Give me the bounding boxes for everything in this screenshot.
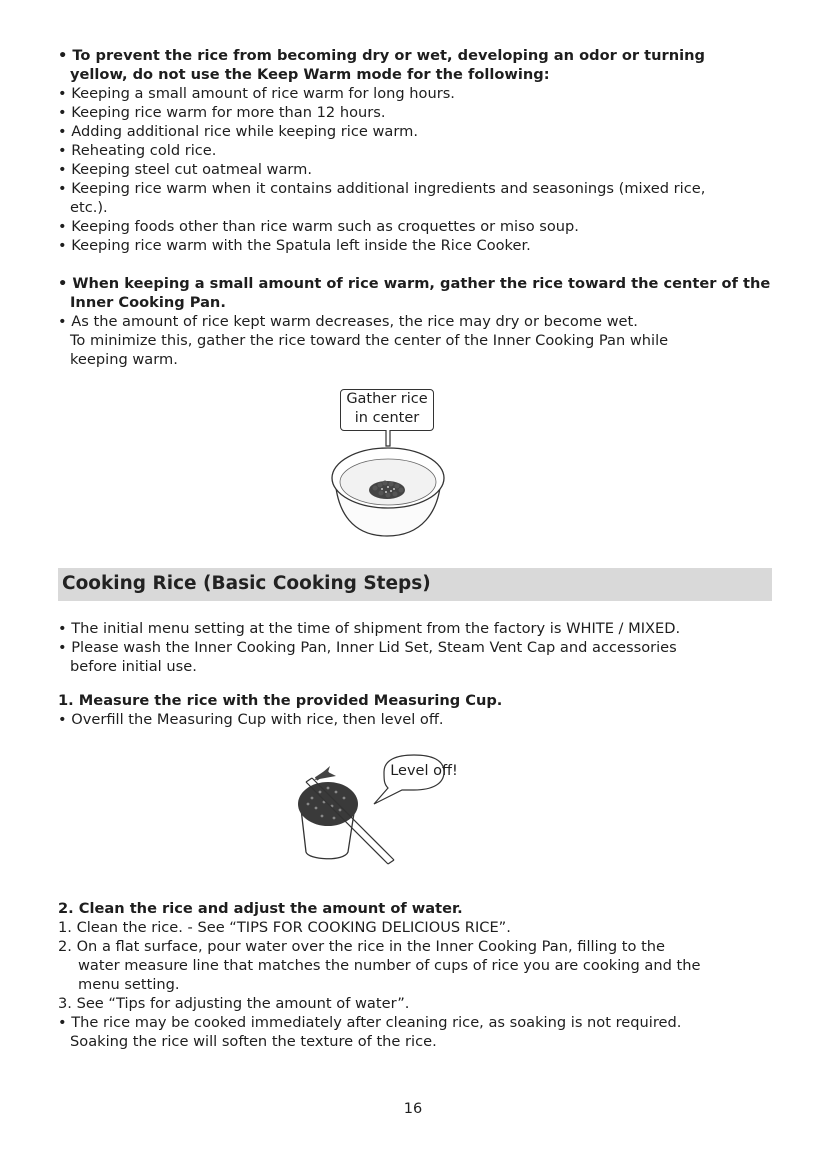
list-item: • Keeping rice warm for more than 12 hours. — [58, 104, 386, 121]
list-item: • Keeping foods other than rice warm such as croquettes or miso soup. — [58, 218, 579, 235]
cooking-intro — [58, 619, 778, 676]
list-item: 3. See “Tips for adjusting the amount of water”. — [58, 995, 410, 1012]
list-item: • As the amount of rice kept warm decreases, the rice may dry or become wet. — [58, 313, 638, 330]
list-item-continued: menu setting. — [78, 976, 180, 993]
list-item-continued: keeping warm. — [70, 351, 178, 368]
list-item: 2. On a flat surface, pour water over the rice in the Inner Cooking Pan, filling to the — [58, 938, 666, 955]
gather-rice-callout — [340, 389, 434, 431]
page-number: 16 — [403, 1101, 423, 1117]
step-2 — [58, 899, 778, 1051]
list-item: • The rice may be cooked immediately after cleaning rice, as soaking is not required. — [58, 1014, 682, 1031]
list-item-continued: water measure line that matches the number of cups of rice you are cooking and the — [78, 957, 701, 974]
list-item: • Overfill the Measuring Cup with rice, then level off. — [58, 711, 444, 728]
list-item: • Keeping rice warm when it contains additional ingredients and seasonings (mixed rice, — [58, 180, 706, 197]
list-item: • The initial menu setting at the time of shipment from the factory is WHITE / MIXED. — [58, 620, 681, 637]
list-item: 1. Clean the rice. - See “TIPS FOR COOKING DELICIOUS RICE”. — [58, 919, 511, 936]
section-heading-bar — [58, 568, 772, 601]
tip-heading-line: Inner Cooking Pan. — [70, 294, 226, 311]
inner-cooking-pan-illustration — [325, 428, 455, 543]
step-title: 1. Measure the rice with the provided Measuring Cup. — [58, 692, 503, 709]
list-item: • Reheating cold rice. — [58, 142, 217, 159]
small-amount-tip — [58, 274, 778, 369]
list-item: • Keeping rice warm with the Spatula left inside the Rice Cooker. — [58, 237, 531, 254]
list-item-continued: Soaking the rice will soften the texture of the rice. — [70, 1033, 437, 1050]
list-item-continued: To minimize this, gather the rice toward the center of the Inner Cooking Pan while — [70, 332, 669, 349]
warning-heading-line: • To prevent the rice from becoming dry or wet, developing an odor or turning — [58, 47, 705, 64]
level-off-callout-text: Level off! — [390, 763, 458, 779]
step-1 — [58, 691, 778, 729]
keep-warm-warning — [58, 46, 778, 255]
list-item: • Please wash the Inner Cooking Pan, Inner Lid Set, Steam Vent Cap and accessories — [58, 639, 677, 656]
list-item-continued: etc.). — [70, 199, 108, 216]
callout-line: in center — [354, 410, 420, 426]
list-item: • Keeping steel cut oatmeal warm. — [58, 161, 313, 178]
section-title: Cooking Rice (Basic Cooking Steps) — [62, 573, 431, 594]
list-item: • Adding additional rice while keeping rice warm. — [58, 123, 418, 140]
list-item: • Keeping a small amount of rice warm for long hours. — [58, 85, 455, 102]
warning-heading-line: yellow, do not use the Keep Warm mode for the following: — [70, 66, 550, 83]
callout-line: Gather rice — [346, 391, 428, 407]
list-item-continued: before initial use. — [70, 658, 197, 675]
step-title: 2. Clean the rice and adjust the amount of water. — [58, 900, 463, 917]
tip-heading-line: • When keeping a small amount of rice warm, gather the rice toward the center of the — [58, 275, 771, 292]
